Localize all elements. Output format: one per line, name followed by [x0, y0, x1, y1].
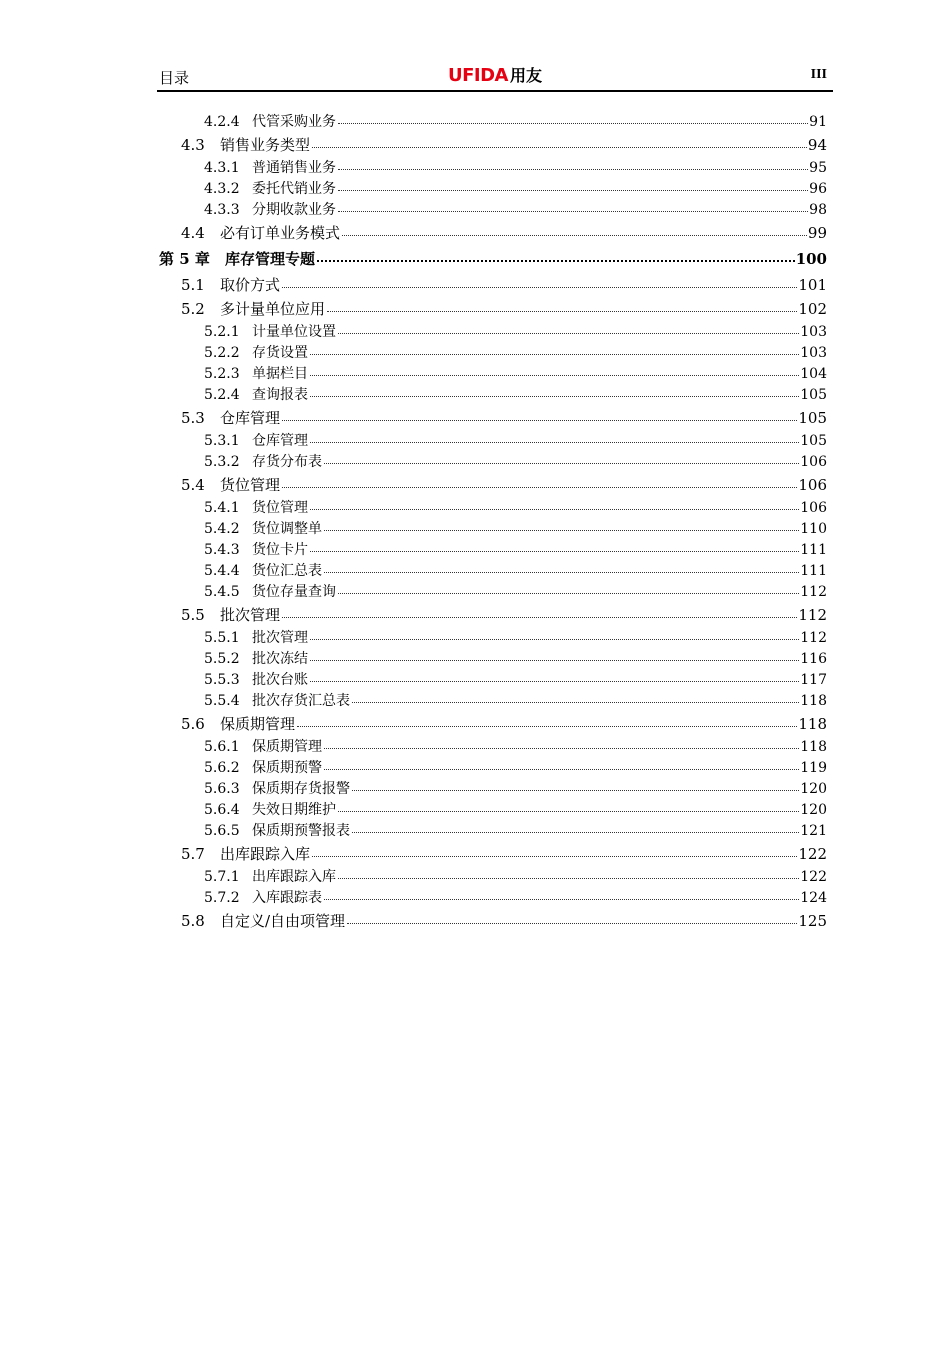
toc-entry-page: 112 — [800, 584, 827, 600]
toc-entry[interactable] — [181, 407, 827, 428]
toc-entry-title: 批次存货汇总表 — [252, 693, 350, 709]
toc-entry[interactable] — [181, 474, 827, 495]
toc-leader-dots — [310, 647, 799, 661]
toc-entry-number: 5.5.2 — [204, 651, 240, 667]
toc-leader-dots — [327, 298, 797, 313]
toc-entry-number: 5.4.1 — [204, 500, 240, 516]
toc-entry-page: 111 — [800, 563, 827, 579]
toc-entry-title: 批次管理 — [220, 606, 281, 624]
toc-leader-dots — [352, 777, 799, 791]
toc-entry-number: 4.3.1 — [204, 160, 240, 176]
toc-entry-number: 5.2.2 — [204, 345, 240, 361]
toc-entry[interactable] — [204, 757, 827, 777]
toc-leader-dots — [310, 668, 799, 682]
toc-leader-dots — [342, 222, 807, 237]
toc-entry[interactable] — [204, 866, 827, 886]
toc-leader-dots — [324, 735, 799, 749]
toc-entry[interactable] — [181, 843, 827, 864]
toc-leader-dots — [338, 865, 799, 879]
toc-entry[interactable] — [204, 581, 827, 601]
toc-entry[interactable] — [204, 736, 827, 756]
toc-entry-number: 5.6.5 — [204, 823, 240, 839]
toc-entry-title: 存货分布表 — [252, 454, 322, 470]
toc-entry[interactable] — [204, 321, 827, 341]
toc-entry-page: 91 — [809, 114, 827, 130]
toc-entry-title: 委托代销业务 — [252, 181, 336, 197]
toc-leader-dots — [312, 134, 807, 149]
toc-entry-number: 5.3.1 — [204, 433, 240, 449]
toc-entry-page: 111 — [800, 542, 827, 558]
toc-entry-page: 98 — [809, 202, 827, 218]
toc-entry-number: 5.1 — [181, 276, 205, 294]
toc-entry-number: 5.4 — [181, 476, 205, 494]
toc-entry-number: 5.3.2 — [204, 454, 240, 470]
toc-entry-title: 查询报表 — [252, 387, 308, 403]
toc-entry-title: 计量单位设置 — [252, 324, 336, 340]
toc-entry-number: 4.3 — [181, 136, 205, 154]
toc-entry-page: 117 — [800, 672, 827, 688]
toc-entry-title: 存货设置 — [252, 345, 308, 361]
toc-entry-number: 4.4 — [181, 224, 205, 242]
toc-entry-title: 货位调整单 — [252, 521, 322, 537]
toc-entry[interactable] — [181, 274, 827, 295]
toc-leader-dots — [338, 798, 799, 812]
toc-entry[interactable] — [181, 298, 827, 319]
toc-entry-number: 5.4.4 — [204, 563, 240, 579]
toc-leader-dots — [324, 886, 799, 900]
toc-entry-number: 5.6.2 — [204, 760, 240, 776]
toc-entry-title: 货位管理 — [220, 476, 281, 494]
toc-entry[interactable] — [204, 363, 827, 383]
toc-entry-page: 125 — [798, 912, 827, 930]
toc-entry-title: 保质期管理 — [252, 739, 322, 755]
toc-entry-page: 112 — [800, 630, 827, 646]
toc-entry[interactable] — [181, 910, 827, 931]
toc-leader-dots — [338, 110, 808, 124]
toc-entry-page: 120 — [800, 781, 827, 797]
toc-entry-page: 105 — [800, 387, 827, 403]
page-header — [157, 62, 833, 92]
toc-entry[interactable] — [204, 560, 827, 580]
toc-entry[interactable] — [181, 134, 827, 155]
toc-leader-dots — [352, 689, 799, 703]
toc-entry[interactable] — [204, 178, 827, 198]
toc-entry[interactable] — [204, 430, 827, 450]
toc-leader-dots — [324, 517, 799, 531]
toc-entry-page: 105 — [798, 409, 827, 427]
toc-entry-page: 103 — [800, 345, 827, 361]
toc-entry-number: 5.2.1 — [204, 324, 240, 340]
toc-entry-page: 118 — [800, 693, 827, 709]
toc-entry-page: 105 — [800, 433, 827, 449]
toc-entry-title: 批次台账 — [252, 672, 308, 688]
toc-entry-title: 出库跟踪入库 — [220, 845, 311, 863]
toc-leader-dots — [310, 341, 799, 355]
toc-entry-title: 保质期存货报警 — [252, 781, 350, 797]
toc-entry-number: 5.8 — [181, 912, 205, 930]
toc-entry-page: 116 — [800, 651, 827, 667]
toc-entry-number: 5.7 — [181, 845, 205, 863]
toc-entry-page: 101 — [798, 276, 827, 294]
toc-entry-number: 5.5.1 — [204, 630, 240, 646]
toc-entry-page: 102 — [798, 300, 827, 318]
toc-entry-page: 103 — [800, 324, 827, 340]
toc-entry[interactable] — [204, 451, 827, 471]
toc-leader-dots — [282, 474, 797, 489]
toc-leader-dots — [310, 429, 799, 443]
toc-entry-title: 自定义/自由项管理 — [220, 912, 346, 930]
toc-entry-title: 失效日期维护 — [252, 802, 336, 818]
toc-leader-dots — [317, 247, 795, 263]
toc-entry-title: 货位存量查询 — [252, 584, 336, 600]
toc-entry-title: 代管采购业务 — [252, 114, 336, 130]
toc-entry-title: 批次冻结 — [252, 651, 308, 667]
toc-entry-number: 5.4.5 — [204, 584, 240, 600]
header-page-number: III — [810, 67, 827, 82]
toc-entry-page: 99 — [807, 224, 827, 242]
toc-entry-title: 出库跟踪入库 — [252, 869, 336, 885]
toc-leader-dots — [338, 198, 808, 212]
toc-entry[interactable] — [204, 820, 827, 840]
toc-entry-page: 95 — [809, 160, 827, 176]
toc-entry-number: 5.6.1 — [204, 739, 240, 755]
toc-entry-page: 121 — [800, 823, 827, 839]
toc-entry-title: 仓库管理 — [220, 409, 281, 427]
toc-entry[interactable] — [204, 799, 827, 819]
toc-entry-page: 94 — [807, 136, 827, 154]
toc-entry-number: 4.2.4 — [204, 114, 240, 130]
logo-brand-text: UFIDA — [448, 65, 508, 86]
toc-leader-dots — [310, 383, 799, 397]
toc-leader-dots — [310, 362, 799, 376]
toc-entry[interactable] — [204, 690, 827, 710]
toc-leader-dots — [338, 320, 799, 334]
toc-entry-page: 106 — [800, 500, 827, 516]
toc-entry-number: 5.2 — [181, 300, 205, 318]
toc-entry-title: 单据栏目 — [252, 366, 308, 382]
toc-entry-title: 货位管理 — [252, 500, 308, 516]
toc-entry-title: 销售业务类型 — [220, 136, 311, 154]
toc-entry-number: 5.4.3 — [204, 542, 240, 558]
logo-brand-cn: 用友 — [509, 66, 542, 85]
toc-leader-dots — [297, 713, 797, 728]
toc-entry-title: 保质期管理 — [220, 715, 296, 733]
toc-entry[interactable] — [204, 627, 827, 647]
toc-entry-page: 118 — [800, 739, 827, 755]
toc-entry-number: 5.6.3 — [204, 781, 240, 797]
toc-leader-dots — [282, 407, 797, 422]
toc-entry[interactable] — [159, 248, 827, 269]
toc-entry-number: 5.2.3 — [204, 366, 240, 382]
toc-entry-number: 5.6.4 — [204, 802, 240, 818]
toc-entry[interactable] — [181, 604, 827, 625]
toc-leader-dots — [310, 626, 799, 640]
toc-entry[interactable] — [204, 157, 827, 177]
toc-leader-dots — [347, 910, 797, 925]
toc-leader-dots — [282, 604, 797, 619]
toc-leader-dots — [324, 756, 799, 770]
toc-entry-page: 118 — [798, 715, 827, 733]
toc-leader-dots — [324, 559, 799, 573]
toc-entry-title: 保质期预警 — [252, 760, 322, 776]
toc-entry-page: 120 — [800, 802, 827, 818]
toc-entry-page: 122 — [798, 845, 827, 863]
toc-entry-title: 货位卡片 — [252, 542, 308, 558]
toc-entry-number: 5.3 — [181, 409, 205, 427]
toc-entry-title: 货位汇总表 — [252, 563, 322, 579]
toc-entry-page: 96 — [809, 181, 827, 197]
toc-entry[interactable] — [204, 669, 827, 689]
toc-entry-title: 普通销售业务 — [252, 160, 336, 176]
ufida-logo — [157, 63, 833, 86]
toc-entry-number: 5.5.3 — [204, 672, 240, 688]
toc-entry-number: 5.4.2 — [204, 521, 240, 537]
toc-entry-title: 多计量单位应用 — [220, 300, 326, 318]
toc-entry-page: 104 — [800, 366, 827, 382]
toc-entry-page: 106 — [798, 476, 827, 494]
toc-leader-dots — [338, 177, 808, 191]
toc-entry-page: 106 — [800, 454, 827, 470]
toc-entry-number: 5.6 — [181, 715, 205, 733]
toc-entry[interactable] — [204, 539, 827, 559]
toc-entry-title: 取价方式 — [220, 276, 281, 294]
toc-entry-number: 5.7.1 — [204, 869, 240, 885]
toc-leader-dots — [338, 156, 808, 170]
toc-entry-number: 5.5.4 — [204, 693, 240, 709]
toc-entry[interactable] — [181, 222, 827, 243]
toc-entry-page: 119 — [800, 760, 827, 776]
toc-entry[interactable] — [181, 713, 827, 734]
toc-entry[interactable] — [204, 648, 827, 668]
toc-entry-title: 分期收款业务 — [252, 202, 336, 218]
toc-entry-title: 入库跟踪表 — [252, 890, 322, 906]
toc-entry-page: 112 — [798, 606, 827, 624]
toc-leader-dots — [312, 843, 797, 858]
toc-entry-page: 110 — [800, 521, 827, 537]
toc-leader-dots — [310, 538, 799, 552]
toc-entry-number: 4.3.3 — [204, 202, 240, 218]
toc-entry-number: 4.3.2 — [204, 181, 240, 197]
toc-entry[interactable] — [204, 778, 827, 798]
toc-entry[interactable] — [204, 518, 827, 538]
toc-entry[interactable] — [204, 384, 827, 404]
toc-leader-dots — [338, 580, 799, 594]
header-section-title: 目录 — [159, 69, 190, 87]
toc-entry-number: 5.7.2 — [204, 890, 240, 906]
toc-entry-page: 122 — [800, 869, 827, 885]
toc-leader-dots — [310, 496, 799, 510]
toc-entry[interactable] — [204, 342, 827, 362]
toc-leader-dots — [324, 450, 799, 464]
toc-entry-number: 5.2.4 — [204, 387, 240, 403]
toc-entry[interactable] — [204, 199, 827, 219]
toc-entry-title: 库存管理专题 — [225, 250, 316, 268]
toc-entry-title: 必有订单业务模式 — [220, 224, 341, 242]
toc-leader-dots — [352, 819, 799, 833]
toc-entry-title: 批次管理 — [252, 630, 308, 646]
toc-entry[interactable] — [204, 111, 827, 131]
toc-entry-title: 仓库管理 — [252, 433, 308, 449]
toc-entry-number: 5.5 — [181, 606, 205, 624]
toc-entry-page: 124 — [800, 890, 827, 906]
toc-entry-number: 第 5 章 — [159, 250, 210, 268]
toc-entry-page: 100 — [795, 250, 827, 268]
toc-entry[interactable] — [204, 497, 827, 517]
toc-leader-dots — [282, 274, 797, 289]
toc-entry[interactable] — [204, 887, 827, 907]
toc-entry-title: 保质期预警报表 — [252, 823, 350, 839]
